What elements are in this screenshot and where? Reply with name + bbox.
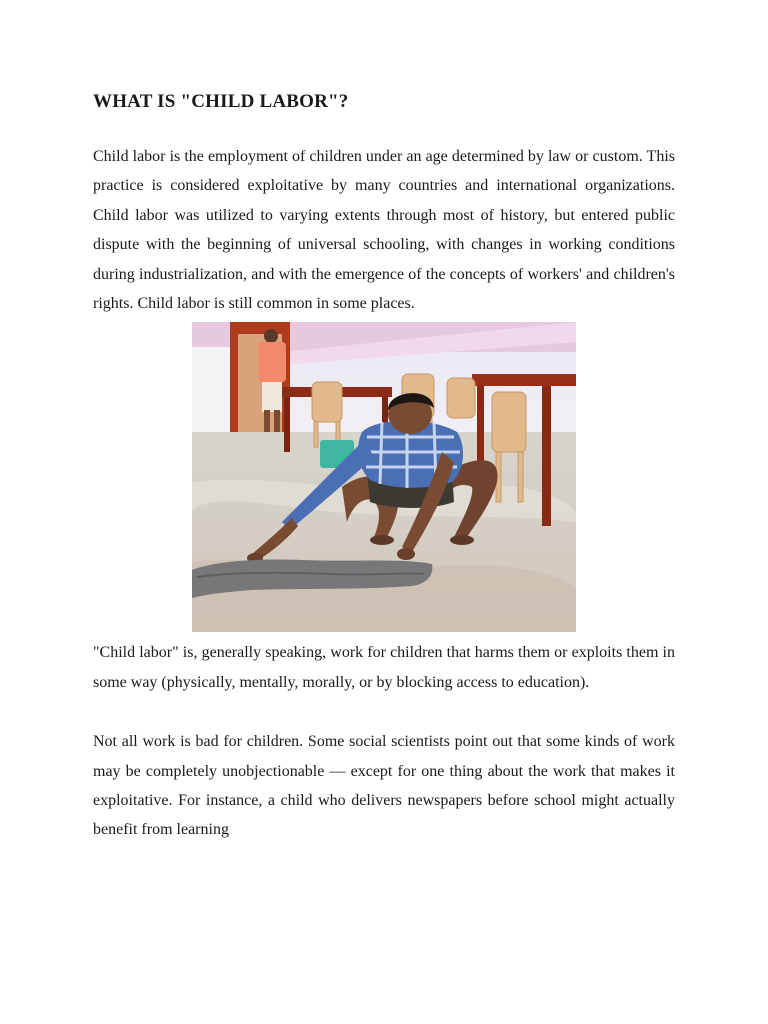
document-title: WHAT IS "CHILD LABOR"? (93, 91, 349, 112)
photo-boy-cleaning-floor (192, 322, 576, 632)
paragraph-definition: Child labor is the employment of children under an age determined by law or custom. This practice is considered exploitative by many countries and international organizations. Child labor was utilized to varying extents through most of history, but entered public dispute with the beginning of universal schooling, with changes in working conditions during industrialization, and with the emergence of the concepts of workers' and children's rights. Child labor is still common in some places. (93, 148, 675, 313)
paragraph-not-all-work: Not all work is bad for children. Some social scientists point out that some kinds of work may be completely unobjectionable — except for one thing about the work that makes it exploitative. For instance, a child who delivers newspapers before school might actually benefit from learning (93, 733, 675, 839)
document-body (93, 88, 675, 845)
paragraph-harmful-work: "Child labor" is, generally speaking, work for children that harms them or exploits them in some way (physically, mentally, morally, or by blocking access to education). (93, 644, 675, 691)
